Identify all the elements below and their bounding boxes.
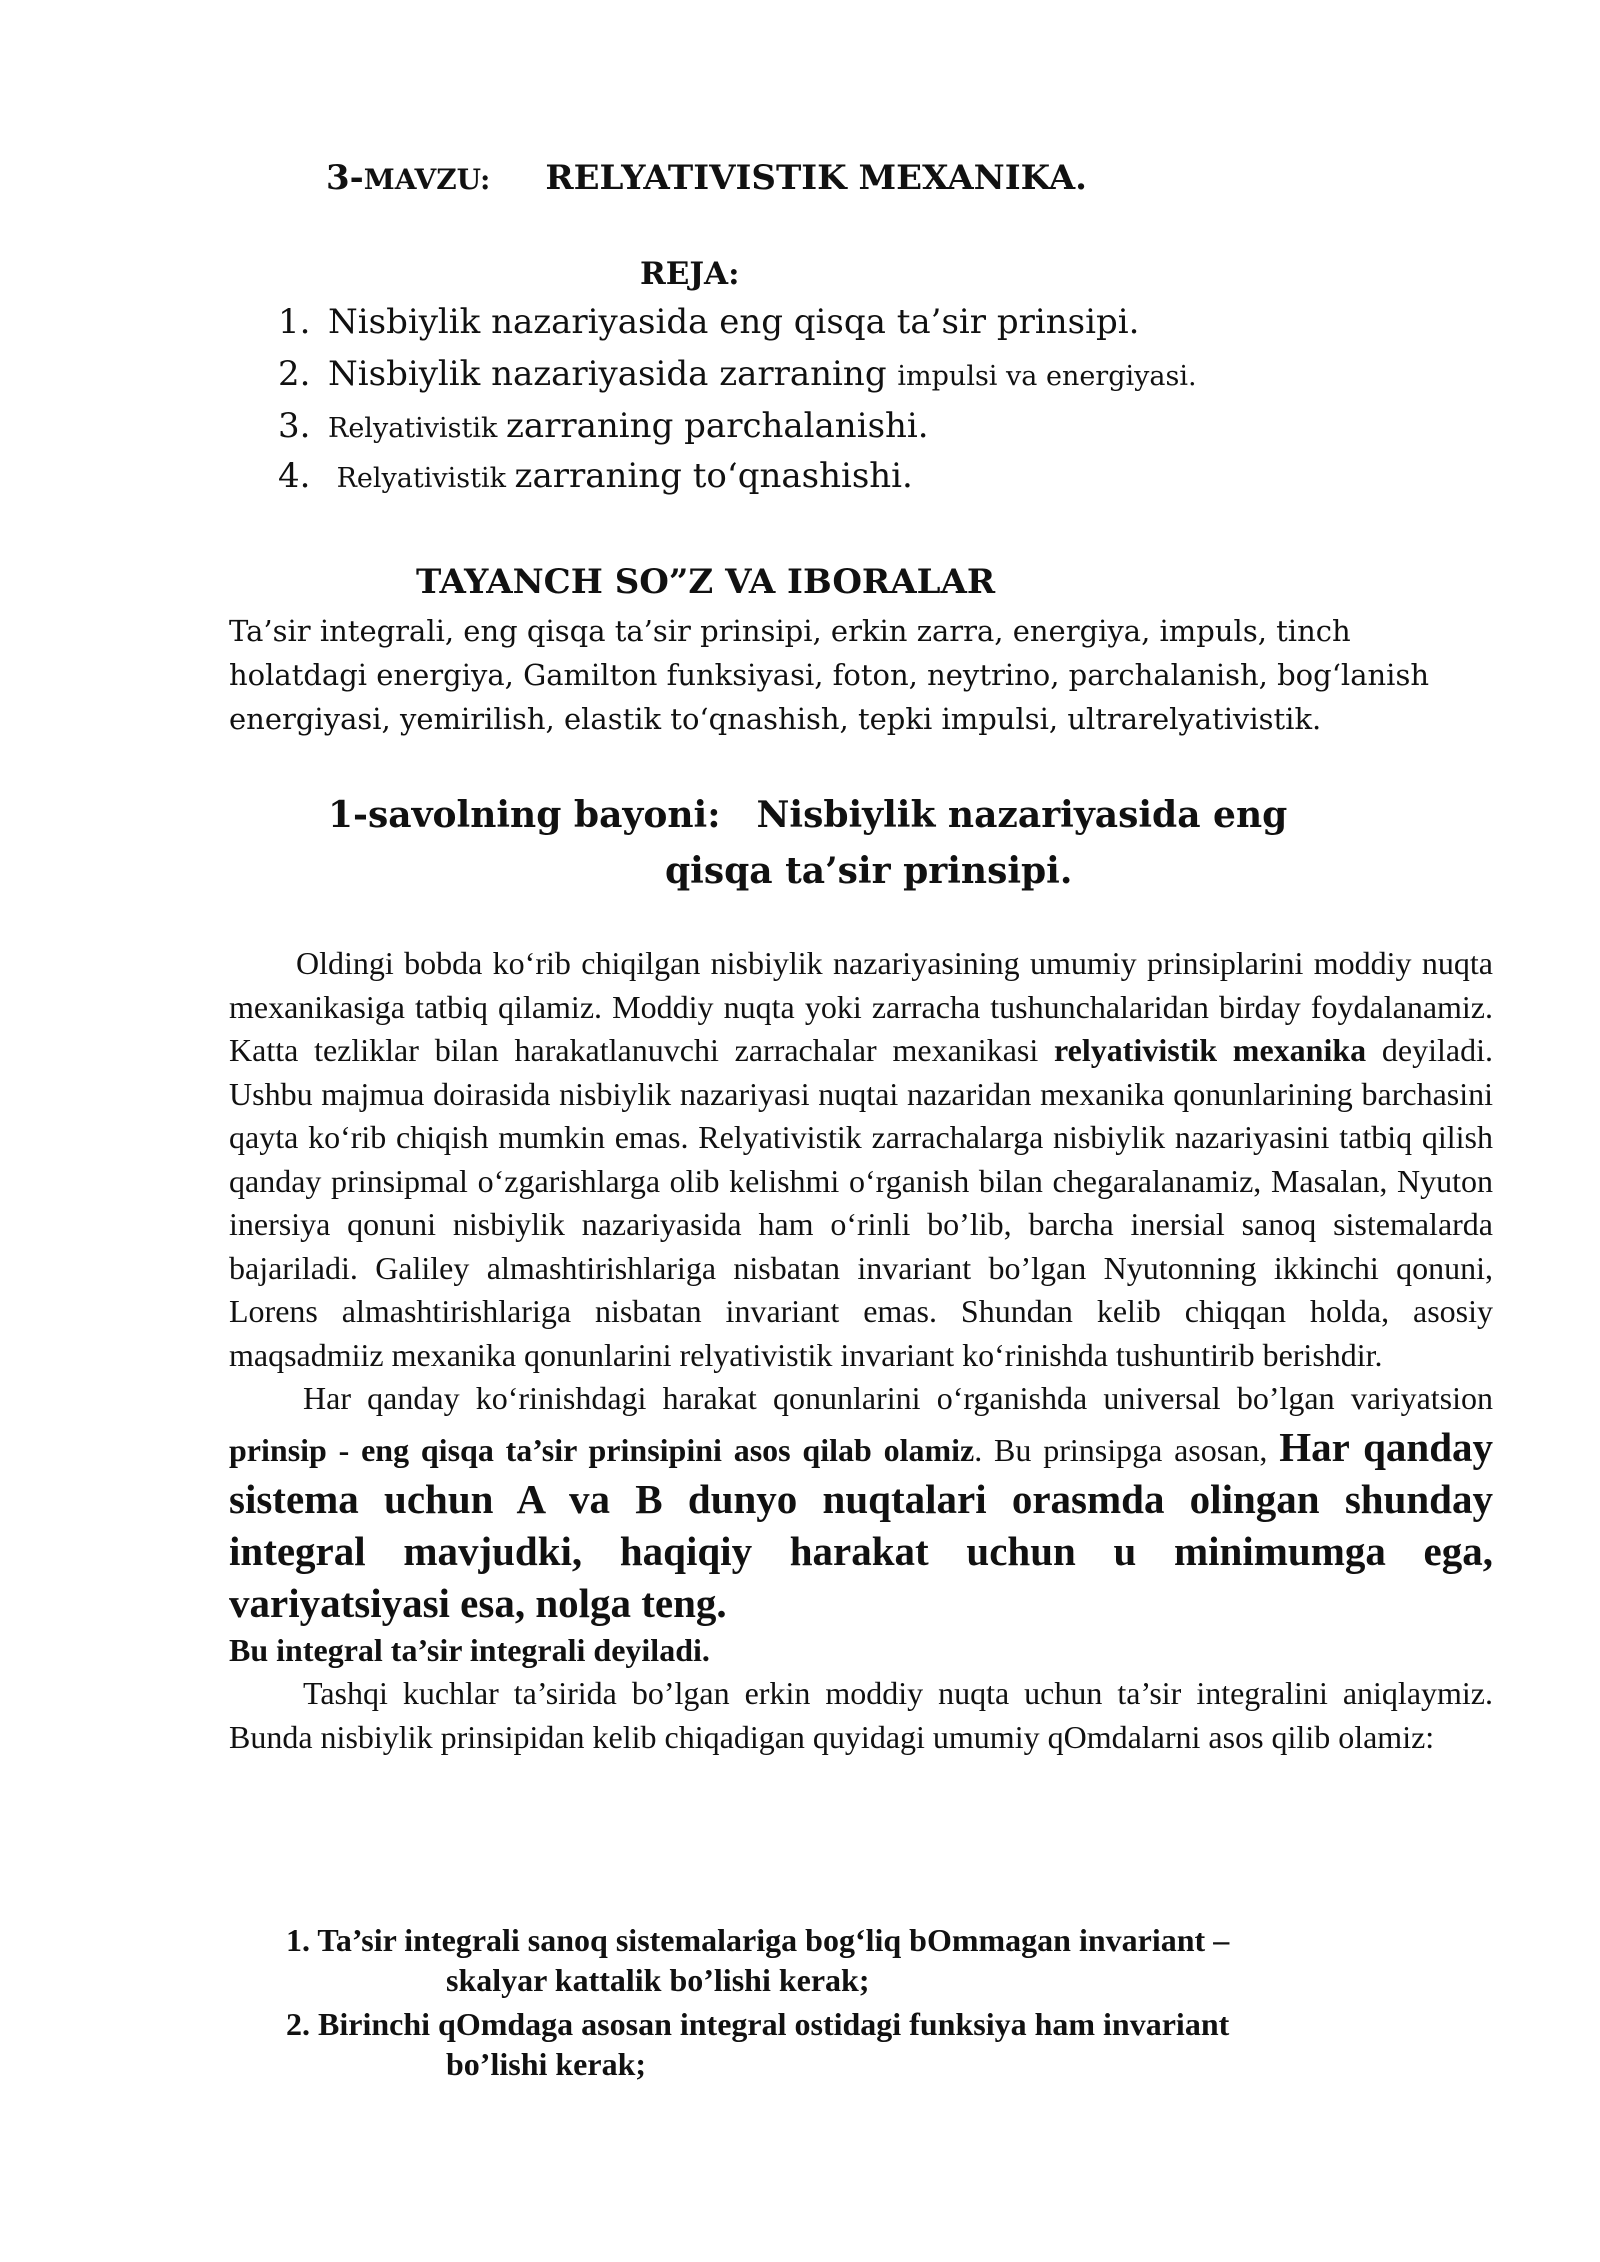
- paragraph-emphasis: Har qanday sistema uchun A va B dunyo nuqtalari orasmda olingan shunday integral mavjudki, haqiqiy harakat uchun u minimumga ega, variyatsiyasi esa, nolga teng.: [229, 1423, 1494, 1626]
- paragraph-text: deyiladi. Ushbu majmua doirasida nisbiylik nazariyasi nuqtai nazaridan mexanika qonunlarining barchasini qayta ko‘rib chiqish mumkin emas. Relyativistik zarrachalarga nisbiylik nazariyasini tatbiq qilish qanday prinsipmal o‘zgarishlarga olib kelishmi o‘rganish bilan chegaralanamiz, Masalan, Nyuton inersiya qonuni nisbiylik nazariyasida ham o‘rinli bo’lib, barcha inersial sanoq sistemalarda bajariladi. Galiley almashtirishlariga nisbatan invariant bo’lgan Nyutonning ikkinchi qonuni, Lorens almashtirishlariga nisbatan invariant emas. Shundan kelib chiqqan holda, asosiy maqsadmiiz mexanika qonunlarini relyativistik invariant ko‘rinishda tushuntirib berishdir.: [229, 1032, 1494, 1373]
- rule-item-2-continued: bo’lishi kerak;: [446, 2046, 647, 2082]
- plan-item-number: 1.: [278, 302, 311, 342]
- section-heading: [328, 794, 1287, 836]
- paragraph-4: Tashqi kuchlar ta’sirida bo’lgan erkin moddiy nuqta uchun ta’sir integralini aniqlaymiz. Bunda nisbiylik prinsipidan kelib chiqadigan quyidagi umumiy qOmdalarni asos qilib olamiz:: [229, 1675, 1493, 1755]
- plan-item-number: 4.: [278, 456, 311, 496]
- rule-text: Birinchi qOmdaga asosan integral ostidagi funksiya ham invariant: [318, 2006, 1230, 2042]
- rule-item-1-continued: skalyar kattalik bo’lishi kerak;: [446, 1962, 870, 1998]
- plan-item-2: [278, 354, 1197, 394]
- section-title-line1: Nisbiylik nazariyasida eng: [756, 794, 1288, 836]
- plan-item-number: 3.: [278, 406, 311, 446]
- keywords-line: holatdagi energiya, Gamilton funksiyasi, foton, neytrino, parchalanish, bog‘lanish: [229, 658, 1430, 692]
- section-title-line2: qisqa ta’sir prinsipi.: [665, 850, 1073, 892]
- body-text: [229, 942, 1493, 1759]
- section-label: 1-savolning bayoni:: [328, 794, 721, 836]
- paragraph-3: Bu integral ta’sir integrali deyiladi.: [229, 1631, 710, 1668]
- keywords-line: Ta’sir integrali, eng qisqa ta’sir prinsipi, erkin zarra, energiya, impuls, tinch: [229, 614, 1351, 648]
- paragraph-text: . Bu prinsipga asosan,: [974, 1431, 1280, 1468]
- title-number: 3-: [326, 158, 364, 198]
- rule-text: Ta’sir integrali sanoq sistemalariga bog‘liq bOmmagan invariant –: [317, 1922, 1230, 1958]
- page-title: [326, 158, 1087, 198]
- plan-item-text: zarraning to‘qnashishi.: [514, 456, 913, 496]
- rule-item-2: [286, 2006, 1229, 2043]
- plan-item-text-small: Relyativistik: [328, 413, 506, 444]
- keywords-line: energiyasi, yemirilish, elastik to‘qnashish, tepki impulsi, ultrarelyativistik.: [229, 702, 1322, 736]
- paragraph-1: [229, 942, 1493, 1377]
- paragraph-2: [229, 1377, 1493, 1629]
- paragraph-bold: relyativistik mexanika: [1054, 1032, 1367, 1068]
- rule-number: 1.: [286, 1922, 310, 1958]
- paragraph-text: Oldingi bobda ko‘rib chiqilgan nisbiylik nazariyasining umumiy prinsiplarini moddiy nuqta mexanikasiga tatbiq qilamiz. Moddiy nuqta yoki zarracha tushunchalaridan birday foydalanamiz. Katta tezliklar bilan harakatlanuvchi zarrachalar mexanikasi: [229, 945, 1493, 1068]
- plan-item-4: [278, 456, 913, 496]
- plan-item-3: [278, 406, 929, 446]
- plan-item-text: Nisbiylik nazariyasida zarraning: [328, 354, 898, 394]
- rule-number: 2.: [286, 2006, 310, 2042]
- plan-item-1: [278, 302, 1139, 342]
- plan-item-text: zarraning parchalanishi.: [505, 406, 929, 446]
- title-mavzu: MAVZU:: [363, 163, 491, 196]
- reja-heading: REJA:: [640, 256, 740, 292]
- paragraph-bold: prinsip - eng qisqa ta’sir prinsipini asos qilab olamiz: [229, 1431, 975, 1468]
- rule-item-1: [286, 1922, 1229, 1959]
- keywords-heading: TAYANCH SO”Z VA IBORALAR: [416, 562, 996, 602]
- title-text: RELYATIVISTIK MEXANIKA.: [545, 158, 1088, 198]
- plan-item-text: Nisbiylik nazariyasida eng qisqa ta’sir prinsipi.: [328, 302, 1140, 342]
- plan-item-text-small: impulsi va energiyasi.: [897, 361, 1197, 392]
- paragraph-text: Har qanday ko‘rinishdagi harakat qonunlarini o‘rganishda universal bo’lgan variyatsion: [303, 1380, 1493, 1416]
- plan-item-text-small: Relyativistik: [328, 463, 515, 494]
- plan-item-number: 2.: [278, 354, 311, 394]
